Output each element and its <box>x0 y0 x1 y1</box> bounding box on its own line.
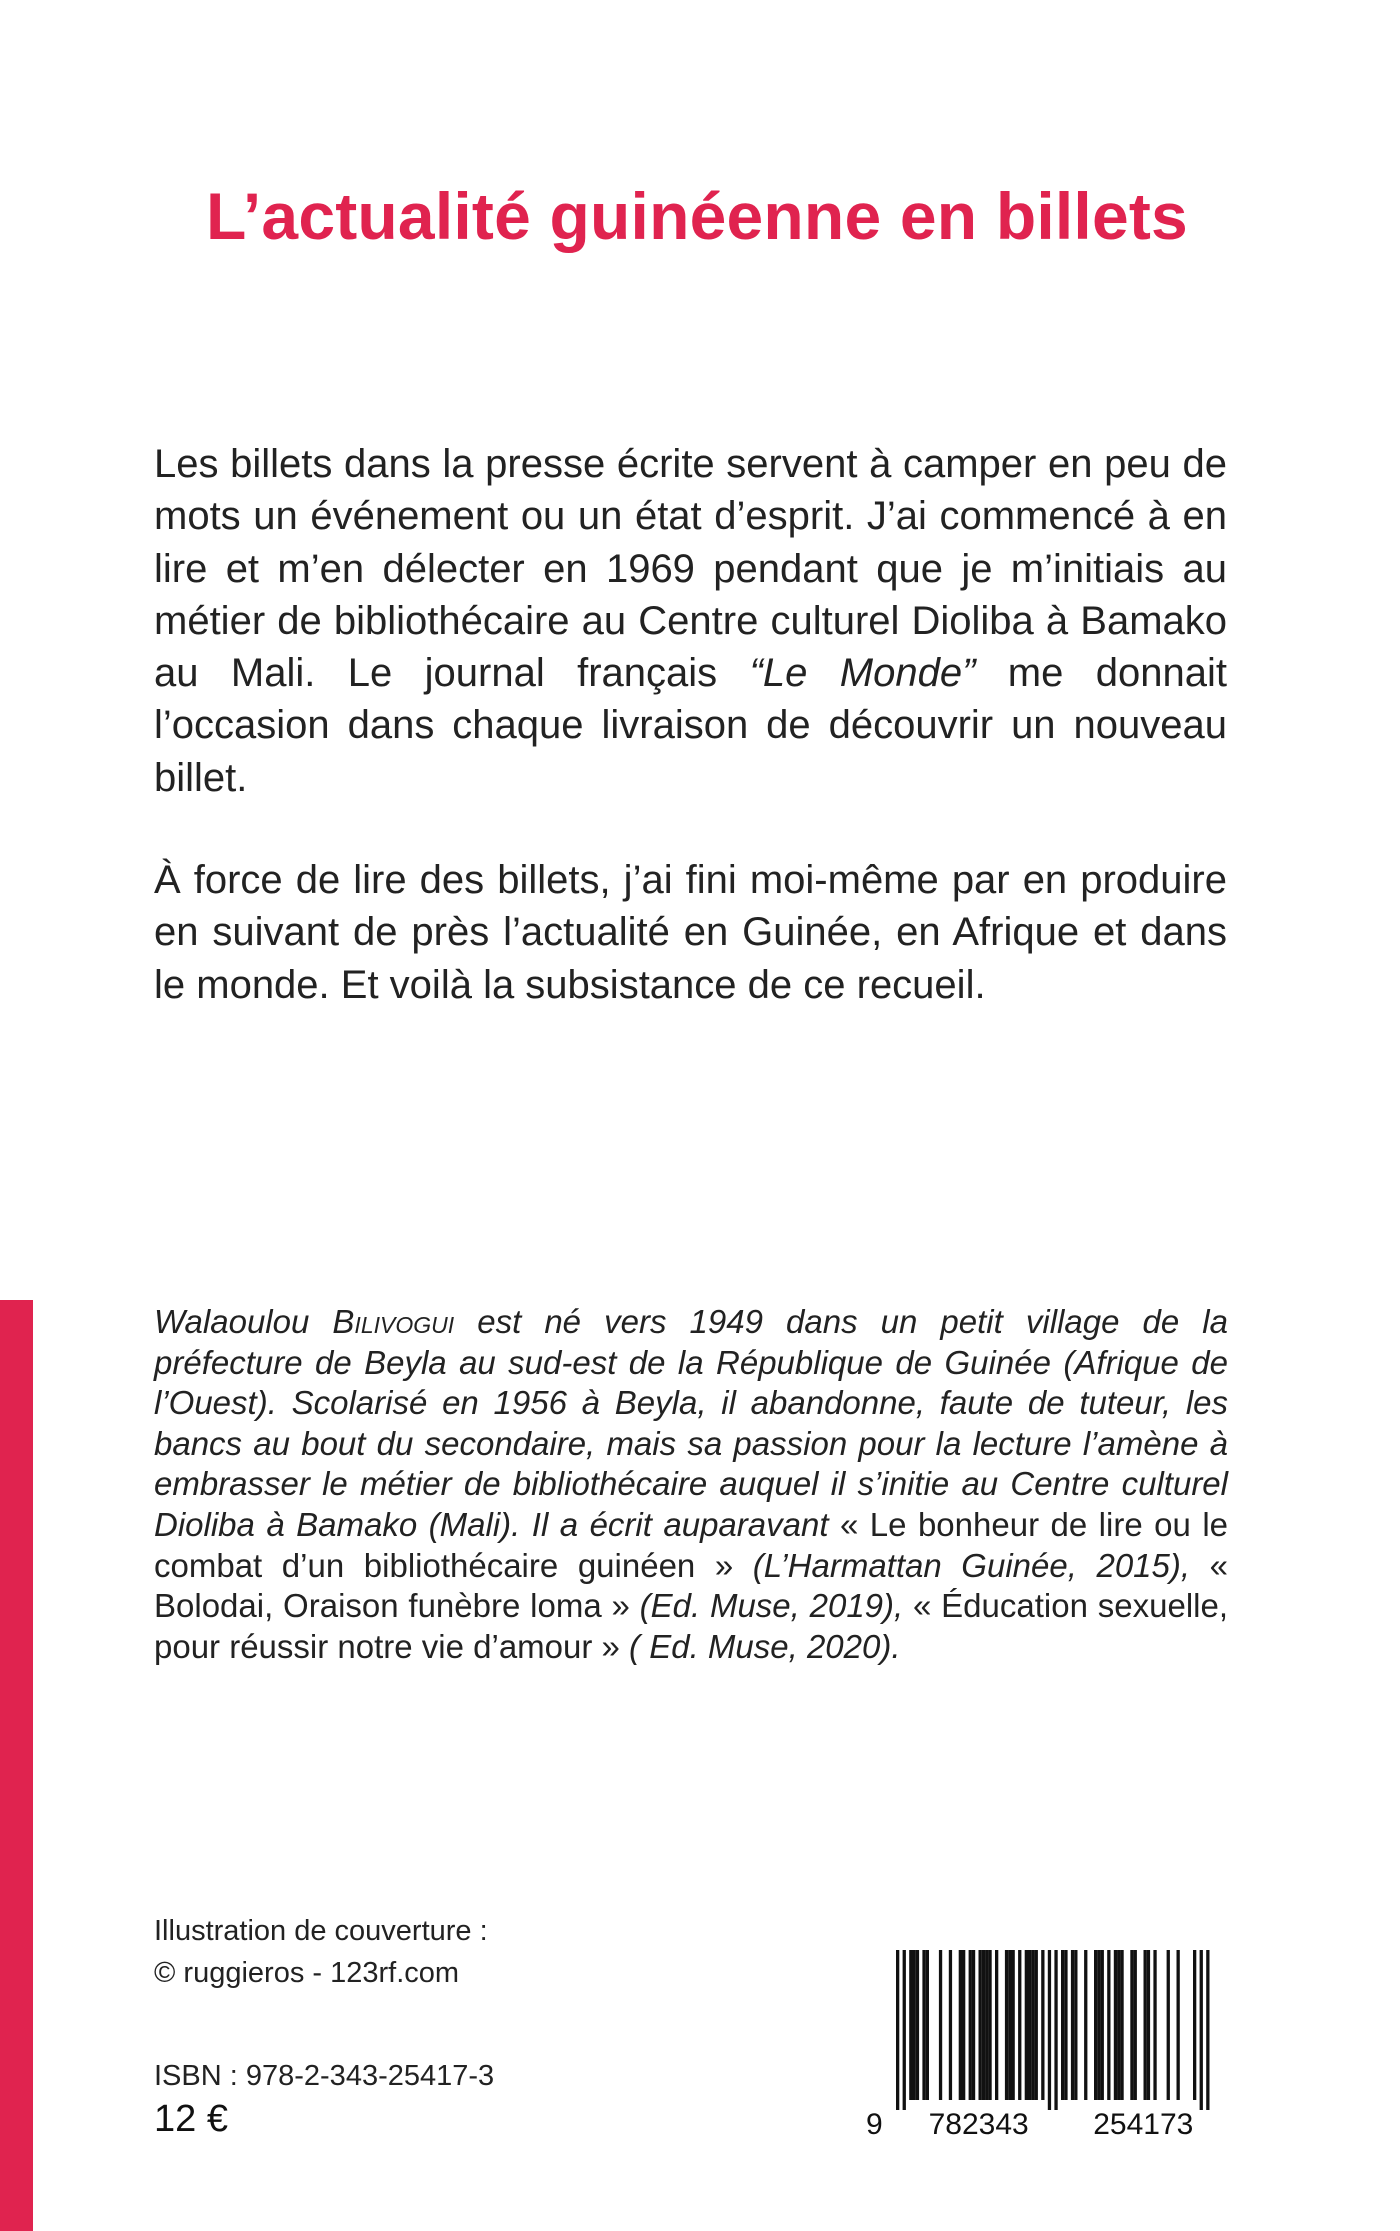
book-blurb <box>154 438 1227 1061</box>
barcode-bar <box>1031 1950 1034 2100</box>
barcode-bar <box>988 1950 991 2100</box>
barcode-bar <box>1114 1950 1117 2100</box>
barcode-bar <box>1061 1950 1064 2100</box>
barcode-bar <box>1035 1950 1038 2100</box>
barcode-guard-bar <box>1048 1950 1051 2110</box>
barcode-bar <box>1177 1950 1180 2100</box>
barcode-bar <box>962 1950 965 2100</box>
bio-work-1: « Le bonheur de lire ou le combat d’un bibliothécaire guinéen » <box>154 1505 1229 1584</box>
barcode-bar <box>1064 1950 1067 2100</box>
barcode-bar <box>972 1950 975 2100</box>
barcode-bar <box>1130 1950 1133 2100</box>
blurb-paragraph-1 <box>154 438 1227 804</box>
barcode-bar <box>1025 1950 1028 2100</box>
barcode-bar <box>1028 1950 1031 2100</box>
barcode-bar <box>1097 1950 1100 2100</box>
barcode-bar <box>1193 1950 1196 2100</box>
barcode-bar <box>985 1950 988 2100</box>
barcode-bar <box>1167 1950 1170 2100</box>
barcode-bar <box>1012 1950 1015 2100</box>
book-title: L’actualité guinéenne en billets <box>206 179 1188 253</box>
barcode-first-digit: 9 <box>866 2108 883 2141</box>
blurb-p1-text-a: Les billets dans la presse écrite servent à camper en peu de mots un événement ou un état d’esprit. J’ai commencé à en lire et m’en délecter en 1969 pendant que je m’initiais au métier de bibliothécaire au Centre culturel Dioliba à Bamako au Mali. Le journal français <box>154 442 1227 696</box>
barcode-digits <box>866 2108 1234 2142</box>
bio-text-1: est né vers 1949 dans un petit village de la préfecture de Beyla au sud-est de la République de Guinée (Afrique de l’Ouest). Scolarisé en 1956 à Beyla, il abandonne, faute de tuteur, les bancs au bout du secondaire, mais sa passion pour la lecture l’amène à embrasser le métier de bibliothécaire auquel il s’initie au Centre culturel Dioliba à Bamako (Mali). Il a écrit auparavant <box>154 1303 1228 1543</box>
barcode-bar <box>995 1950 998 2100</box>
barcode-bar <box>1134 1950 1137 2100</box>
price-text: 12 € <box>154 2098 228 2140</box>
author-last-name: Bilivogui <box>332 1303 455 1340</box>
barcode-bar <box>926 1950 929 2100</box>
barcode-bar <box>949 1950 952 2100</box>
barcode <box>866 1950 1234 2110</box>
barcode-bar <box>1041 1950 1044 2100</box>
barcode-group-2: 254173 <box>1093 2108 1194 2141</box>
author-first-name: Walaoulou <box>154 1303 333 1340</box>
barcode-bar <box>916 1950 919 2100</box>
barcode-bar <box>1008 1950 1011 2100</box>
bio-text-3: (Ed. Muse, 2019), <box>629 1587 914 1625</box>
barcode-bar <box>1071 1950 1074 2100</box>
barcode-bar <box>1144 1950 1147 2100</box>
credits-line-2: © ruggieros - 123rf.com <box>154 1957 460 1989</box>
bio-work-3: « Éducation sexuelle, pour réussir notre vie d’amour » <box>154 1587 1228 1665</box>
barcode-bar <box>969 1950 972 2100</box>
barcode-bars <box>866 1950 1234 2110</box>
accent-side-bar <box>0 1300 33 2231</box>
barcode-guard-bar <box>1200 1950 1203 2110</box>
barcode-guard-bar <box>896 1950 899 2110</box>
blurb-paragraph-2: À force de lire des billets, j’ai fini moi-même par en produire en suivant de près l’actualité en Guinée, en Afrique et dans le monde. Et voilà la subsistance de ce recueil. <box>154 858 1227 1007</box>
bio-text-2: (L’Harmattan Guinée, 2015), <box>733 1546 1210 1584</box>
journal-name: “Le Monde” <box>749 651 976 696</box>
barcode-bar <box>1005 1950 1008 2100</box>
cover-credits <box>154 1910 488 1994</box>
barcode-guard-bar <box>903 1950 906 2110</box>
barcode-bar <box>1153 1950 1156 2100</box>
barcode-guard-bar <box>1054 1950 1057 2110</box>
bio-work-2: « Bolodai, Oraison funèbre loma » <box>154 1546 1228 1625</box>
isbn-text: ISBN : 978-2-343-25417-3 <box>154 2060 495 2092</box>
barcode-bar <box>1120 1950 1123 2100</box>
bio-text-4: ( Ed. Muse, 2020). <box>619 1627 901 1665</box>
barcode-bar <box>913 1950 916 2100</box>
barcode-bar <box>939 1950 942 2100</box>
barcode-guard-bar <box>1206 1950 1209 2110</box>
author-bio <box>154 1302 1228 1667</box>
blurb-p1-text-b: me donnait l’occasion dans chaque livraison de découvrir un nouveau billet. <box>154 651 1227 800</box>
barcode-bar <box>922 1950 925 2100</box>
barcode-bar <box>1107 1950 1110 2100</box>
barcode-bar <box>1147 1950 1150 2100</box>
credits-line-1: Illustration de couverture : <box>154 1915 488 1947</box>
barcode-bar <box>1101 1950 1104 2100</box>
barcode-bar <box>1117 1950 1120 2100</box>
barcode-bar <box>1018 1950 1021 2100</box>
barcode-bar <box>1074 1950 1077 2100</box>
barcode-bar <box>1084 1950 1087 2100</box>
barcode-bar <box>982 1950 985 2100</box>
barcode-bar <box>1094 1950 1097 2100</box>
barcode-bar <box>909 1950 912 2100</box>
barcode-group-1: 782343 <box>928 2108 1029 2141</box>
barcode-bar <box>959 1950 962 2100</box>
barcode-bar <box>979 1950 982 2100</box>
